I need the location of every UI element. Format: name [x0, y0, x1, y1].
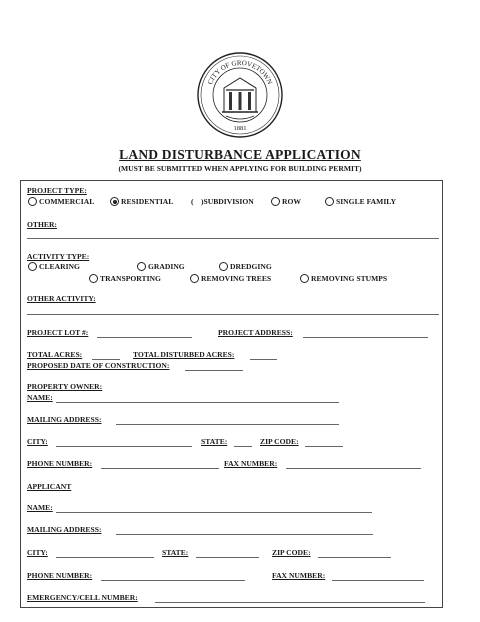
clearing-radio[interactable] — [28, 262, 37, 271]
other-label: OTHER: — [27, 220, 57, 229]
applicant-fax-field[interactable] — [332, 580, 424, 581]
applicant-city-label: CITY: — [27, 548, 48, 557]
subdivision-option-label: )SUBDIVISION — [201, 197, 254, 206]
applicant-state-label: STATE: — [162, 548, 189, 557]
removing-trees-radio[interactable] — [190, 274, 199, 283]
owner-fax-field[interactable] — [286, 468, 421, 469]
dredging-radio[interactable] — [219, 262, 228, 271]
other-activity-field[interactable] — [27, 314, 439, 315]
dredging-option-label: DREDGING — [230, 262, 272, 271]
applicant-name-field[interactable] — [56, 512, 372, 513]
grading-radio[interactable] — [137, 262, 146, 271]
applicant-zip-field[interactable] — [318, 557, 391, 558]
applicant-emergency-label: EMERGENCY/CELL NUMBER: — [27, 593, 138, 602]
residential-radio[interactable] — [110, 197, 119, 206]
owner-city-field[interactable] — [56, 446, 192, 447]
applicant-heading: APPLICANT — [27, 482, 72, 491]
owner-name-field[interactable] — [56, 402, 339, 403]
single-family-option-label: SINGLE FAMILY — [336, 197, 397, 206]
applicant-mailing-field[interactable] — [116, 534, 373, 535]
owner-phone-label: PHONE NUMBER: — [27, 459, 93, 468]
svg-text:1881: 1881 — [233, 125, 247, 132]
single-family-radio[interactable] — [325, 197, 334, 206]
applicant-fax-label: FAX NUMBER: — [272, 571, 326, 580]
project-address-label: PROJECT ADDRESS: — [218, 328, 293, 337]
other-activity-label: OTHER ACTIVITY: — [27, 294, 96, 303]
grading-option-label: GRADING — [148, 262, 185, 271]
total-acres-label: TOTAL ACRES: — [27, 350, 83, 359]
applicant-city-field[interactable] — [56, 557, 154, 558]
owner-city-label: CITY: — [27, 437, 48, 446]
owner-zip-field[interactable] — [305, 446, 343, 447]
page-title: LAND DISTURBANCE APPLICATION — [119, 147, 361, 162]
applicant-zip-label: ZIP CODE: — [272, 548, 311, 557]
owner-phone-field[interactable] — [101, 468, 219, 469]
property-owner-heading: PROPERTY OWNER: — [27, 382, 103, 391]
proposed-date-label: PROPOSED DATE OF CONSTRUCTION: — [27, 361, 170, 370]
applicant-state-field[interactable] — [196, 557, 259, 558]
applicant-emergency-field[interactable] — [155, 602, 425, 603]
removing-trees-option-label: REMOVING TREES — [201, 274, 272, 283]
city-seal-logo — [196, 50, 284, 140]
residential-option-label: RESIDENTIAL — [121, 197, 174, 206]
transporting-radio[interactable] — [89, 274, 98, 283]
proposed-date-field[interactable] — [185, 370, 243, 371]
row-radio[interactable] — [271, 197, 280, 206]
project-lot-label: PROJECT LOT #: — [27, 328, 89, 337]
owner-mailing-label: MAILING ADDRESS: — [27, 415, 102, 424]
activity-type-label: ACTIVITY TYPE: — [27, 252, 90, 261]
page-subtitle: (MUST BE SUBMITTED WHEN APPLYING FOR BUILDING PERMIT) — [118, 164, 362, 173]
owner-mailing-field[interactable] — [116, 424, 339, 425]
owner-zip-label: ZIP CODE: — [260, 437, 299, 446]
project-type-label: PROJECT TYPE: — [27, 186, 87, 195]
removing-stumps-radio[interactable] — [300, 274, 309, 283]
clearing-option-label: CLEARING — [39, 262, 80, 271]
project-address-field[interactable] — [303, 337, 428, 338]
total-acres-field[interactable] — [92, 359, 120, 360]
applicant-mailing-label: MAILING ADDRESS: — [27, 525, 102, 534]
svg-text:CITY OF GROVETOWN: CITY OF GROVETOWN — [206, 58, 274, 86]
applicant-name-label: NAME: — [27, 503, 53, 512]
commercial-option-label: COMMERCIAL — [39, 197, 95, 206]
project-lot-field[interactable] — [97, 337, 192, 338]
other-field[interactable] — [27, 238, 439, 239]
owner-name-label: NAME: — [27, 393, 53, 402]
applicant-phone-field[interactable] — [101, 580, 245, 581]
subdivision-paren[interactable]: ( — [191, 197, 194, 206]
total-disturbed-acres-field[interactable] — [250, 359, 277, 360]
applicant-phone-label: PHONE NUMBER: — [27, 571, 93, 580]
row-option-label: ROW — [282, 197, 301, 206]
total-disturbed-acres-label: TOTAL DISTURBED ACRES: — [133, 350, 235, 359]
owner-state-field[interactable] — [234, 446, 252, 447]
owner-fax-label: FAX NUMBER: — [224, 459, 278, 468]
transporting-option-label: TRANSPORTING — [100, 274, 161, 283]
owner-state-label: STATE: — [201, 437, 228, 446]
removing-stumps-option-label: REMOVING STUMPS — [311, 274, 388, 283]
form-box — [20, 180, 443, 608]
commercial-radio[interactable] — [28, 197, 37, 206]
